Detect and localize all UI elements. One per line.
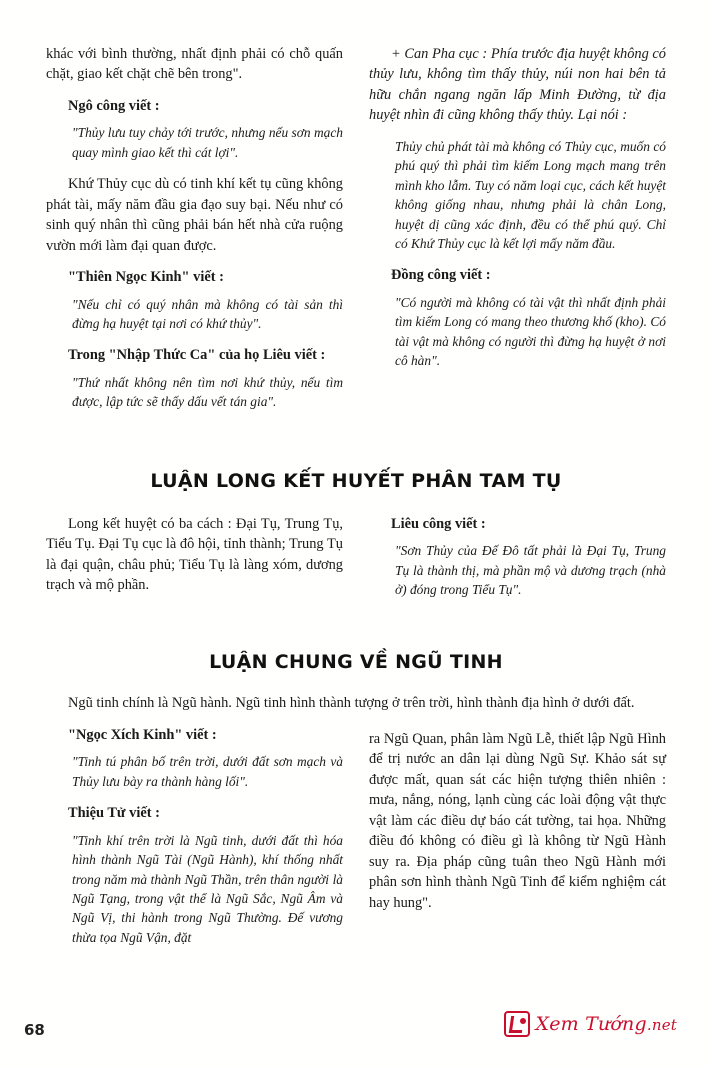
section2-columns [46, 725, 666, 959]
quote: "Thủy lưu tuy chảy tới trước, nhưng nếu sơn mạch quay mình giao kết thì cát lợi". [72, 125, 343, 160]
quote: "Nếu chỉ có quý nhân mà không có tài sản thì đừng hạ huyệt tại nơi có khứ thủy". [72, 296, 343, 331]
paragraph: Ngũ tinh chính là Ngũ hành. Ngũ tinh hình thành tượng ở trên trời, hình thành địa hình ở dưới đất. [68, 695, 635, 712]
paragraph: khác với bình thường, nhất định phải có chỗ quấn chặt, giao kết chặt chẽ bên trong". [46, 46, 343, 83]
paragraph: Long kết huyệt có ba cách : Đại Tụ, Trung Tụ, Tiểu Tụ. Đại Tụ cục là đô hội, tỉnh thành; Trung Tụ là đại quận, châu phủ; Tiểu Tụ là làng xóm, dương trạch và mộ phần. [46, 515, 343, 594]
page-number: 68 [24, 1021, 45, 1039]
lead-lieu-cong-viet: Liêu công viết : [391, 515, 486, 532]
section-heading-luan-chung-ve-ngu-tinh: LUẬN CHUNG VỀ NGŨ TINH [209, 651, 503, 674]
quote: "Có người mà không có tài vật thì nhất định phải tìm kiếm Long có mang theo thương khố (kho). Có tài vật mà không có người thì đừng hạ huyệt ở nơi cô hàn". [395, 294, 666, 369]
section-heading-2-wrap [46, 651, 666, 673]
section2-intro-wrap [46, 693, 666, 713]
section1-right-column [369, 514, 666, 612]
top-columns [46, 44, 666, 424]
lead-dong-cong-viet: Đồng công viết : [391, 267, 491, 284]
section-heading-luan-long-ket-huyet: LUẬN LONG KẾT HUYẾT PHÂN TAM TỤ [150, 469, 562, 492]
quote: Thủy chủ phát tài mà không có Thủy cục, muốn có phú quý thì phải tìm kiếm Long mạch mang trên mình kho lẫm. Tuy có năm loại cục, cách kết huyệt không giống nhau, nhưng phải là chân Long, huyệt dị cũng xác định, đều có thể phú quý. Chỉ có Khứ Thủy cục là kết lợi mấy năm đầu. [395, 138, 666, 251]
quote: "Sơn Thủy của Đế Đô tất phải là Đại Tụ, Trung Tụ là thành thị, mà phần mộ và dương trạch (nhà ở) đóng trong Tiểu Tụ". [395, 543, 666, 598]
section1-columns [46, 514, 666, 612]
watermark [504, 1011, 677, 1037]
watermark-text [535, 1013, 677, 1035]
lead-ngo-cong-viet: Ngô công viết : [68, 97, 160, 114]
page-content [46, 44, 666, 959]
section1-left-column [46, 514, 343, 607]
watermark-logo-icon [504, 1011, 530, 1037]
section2-left-column [46, 725, 343, 959]
top-left-column [46, 44, 343, 424]
quote: "Tinh tú phân bố trên trời, dưới đất sơn mạch và Thủy lưu bày ra thành hàng lối". [72, 754, 343, 789]
lead-thieu-tu-viet: Thiệu Tử viết : [68, 805, 160, 822]
lead-nhap-thuc-ca: Trong "Nhập Thức Ca" của họ Liêu viết : [68, 347, 326, 364]
quote: "Thứ nhất không nên tìm nơi khứ thủy, nếu tìm được, lập tức sẽ thấy dấu vết tán gia". [72, 374, 343, 410]
section-heading-1-wrap [46, 470, 666, 492]
quote: "Tinh khí trên trời là Ngũ tinh, dưới đất thì hóa hình thành Ngũ Tài (Ngũ Hành), khí thống nhất trong năm mà thành Ngũ Thần, trên thân người là Ngũ Tạng, trong vật thể là Ngũ Sắc, Ngũ Âm và Ngũ Vị, thi hành trong Ngũ Thường. Đế vương thừa tọa Ngũ Vận, đặt [72, 832, 343, 945]
paragraph-can-pha-cuc: + Can Pha cục : Phía trước địa huyệt không có thủy lưu, không tìm thấy thủy, núi non hai bên tả hữu chắn ngang ngăn lấp Minh Đường, từ địa huyệt nhìn đi cũng không thấy thủy. Lại nói : [369, 46, 666, 124]
lead-ngoc-xich-kinh: "Ngọc Xích Kinh" viết : [68, 726, 217, 743]
section2-right-column [369, 725, 666, 924]
top-right-column [369, 44, 666, 383]
paragraph: ra Ngũ Quan, phân làm Ngũ Lễ, thiết lập Ngũ Hình để trị nước an dân lại dùng Ngũ Sự. Khảo sát sự được mất, quan sát các hiện tượng thiên nhiên : mưa, nắng, nóng, lạnh cùng các loài động vật thực vật làm các điều dự báo cát tường, tai họa. Những điều đó không có điều gì là không từ Ngũ Hành suy ra. Địa pháp cũng tuân theo Ngũ Hành mới phân sơn hình thành Ngũ Tinh để kiểm nghiệm cát hay hung". [369, 730, 666, 911]
paragraph: Khứ Thủy cục dù có tinh khí kết tụ cũng không phát tài, mấy năm đầu gia đạo suy bại. Nếu như có sinh quý nhân thì cũng phải bán hết nhà cửa ruộng vườn mới làm đại quan được. [46, 176, 343, 254]
watermark-name: Xem Tướng [535, 1013, 647, 1035]
watermark-suffix: .net [646, 1016, 677, 1034]
lead-thien-ngoc-kinh: "Thiên Ngọc Kinh" viết : [68, 269, 224, 286]
